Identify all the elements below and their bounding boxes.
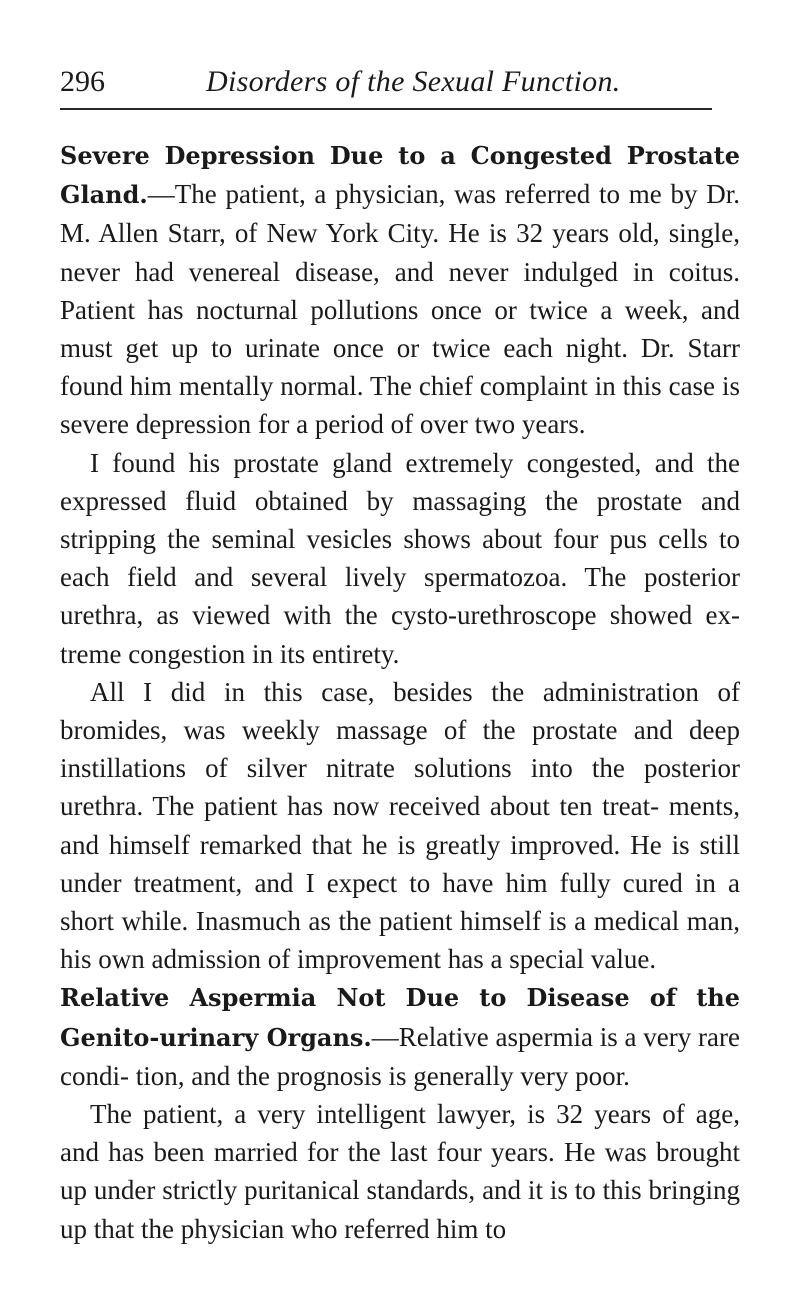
paragraph-severe-depression [60, 136, 740, 444]
running-title: Disorders of the Sexual Function. [206, 65, 621, 98]
paragraph-text: —The patient, a physician, was referred to me by Dr. M. Allen Starr, of New York City. He is 32 years old, single, never had venereal disease, and never indulged in coitus. Patient has nocturnal pollutions once or twice a week, and must get up to urinate once or twice each night. Dr. Starr found him mentally normal. The chief complaint in this case is severe depression for a period of over two years. [60, 179, 740, 440]
paragraph-relative-aspermia [60, 978, 740, 1095]
body-text [60, 136, 740, 1248]
paragraph: All I did in this case, besides the administration of bromides, was weekly massage of the prostate and deep instillations of silver nitrate solutions into the posterior urethra. The patient has now received about ten treat- ments, and himself remarked that he is greatly improved. He is still under treatment, and I expect to have him fully cured in a short while. Inasmuch as the patient himself is a medical man, his own admission of improvement has a special value. [60, 676, 740, 975]
running-head [60, 62, 740, 102]
section-heading-relative-aspermia: Relative Aspermia Not Due to Disease of the Genito-urinary Organs. [60, 983, 740, 1052]
section-heading-severe-depression: Severe Depression Due to a Congested Prostate Gland. [60, 141, 740, 210]
paragraph: I found his prostate gland extremely congested, and the expressed fluid obtained by massaging the prostate and stripping the seminal vesicles shows about four pus cells to each field and several lively spermatozoa. The posterior urethra, as viewed with the cysto-urethroscope showed ex- treme congestion in its entirety. [60, 447, 740, 669]
header-rule [60, 108, 712, 110]
paragraph-text: —Relative aspermia is a very rare condi- tion, and the prognosis is generally very poor. [60, 1021, 740, 1091]
book-page [60, 62, 740, 1248]
paragraph: The patient, a very intelligent lawyer, is 32 years of age, and has been married for the last four years. He was brought up under strictly puritanical standards, and it is to this bringing up that the physician who referred him to [60, 1099, 740, 1244]
page-number: 296 [60, 65, 105, 98]
